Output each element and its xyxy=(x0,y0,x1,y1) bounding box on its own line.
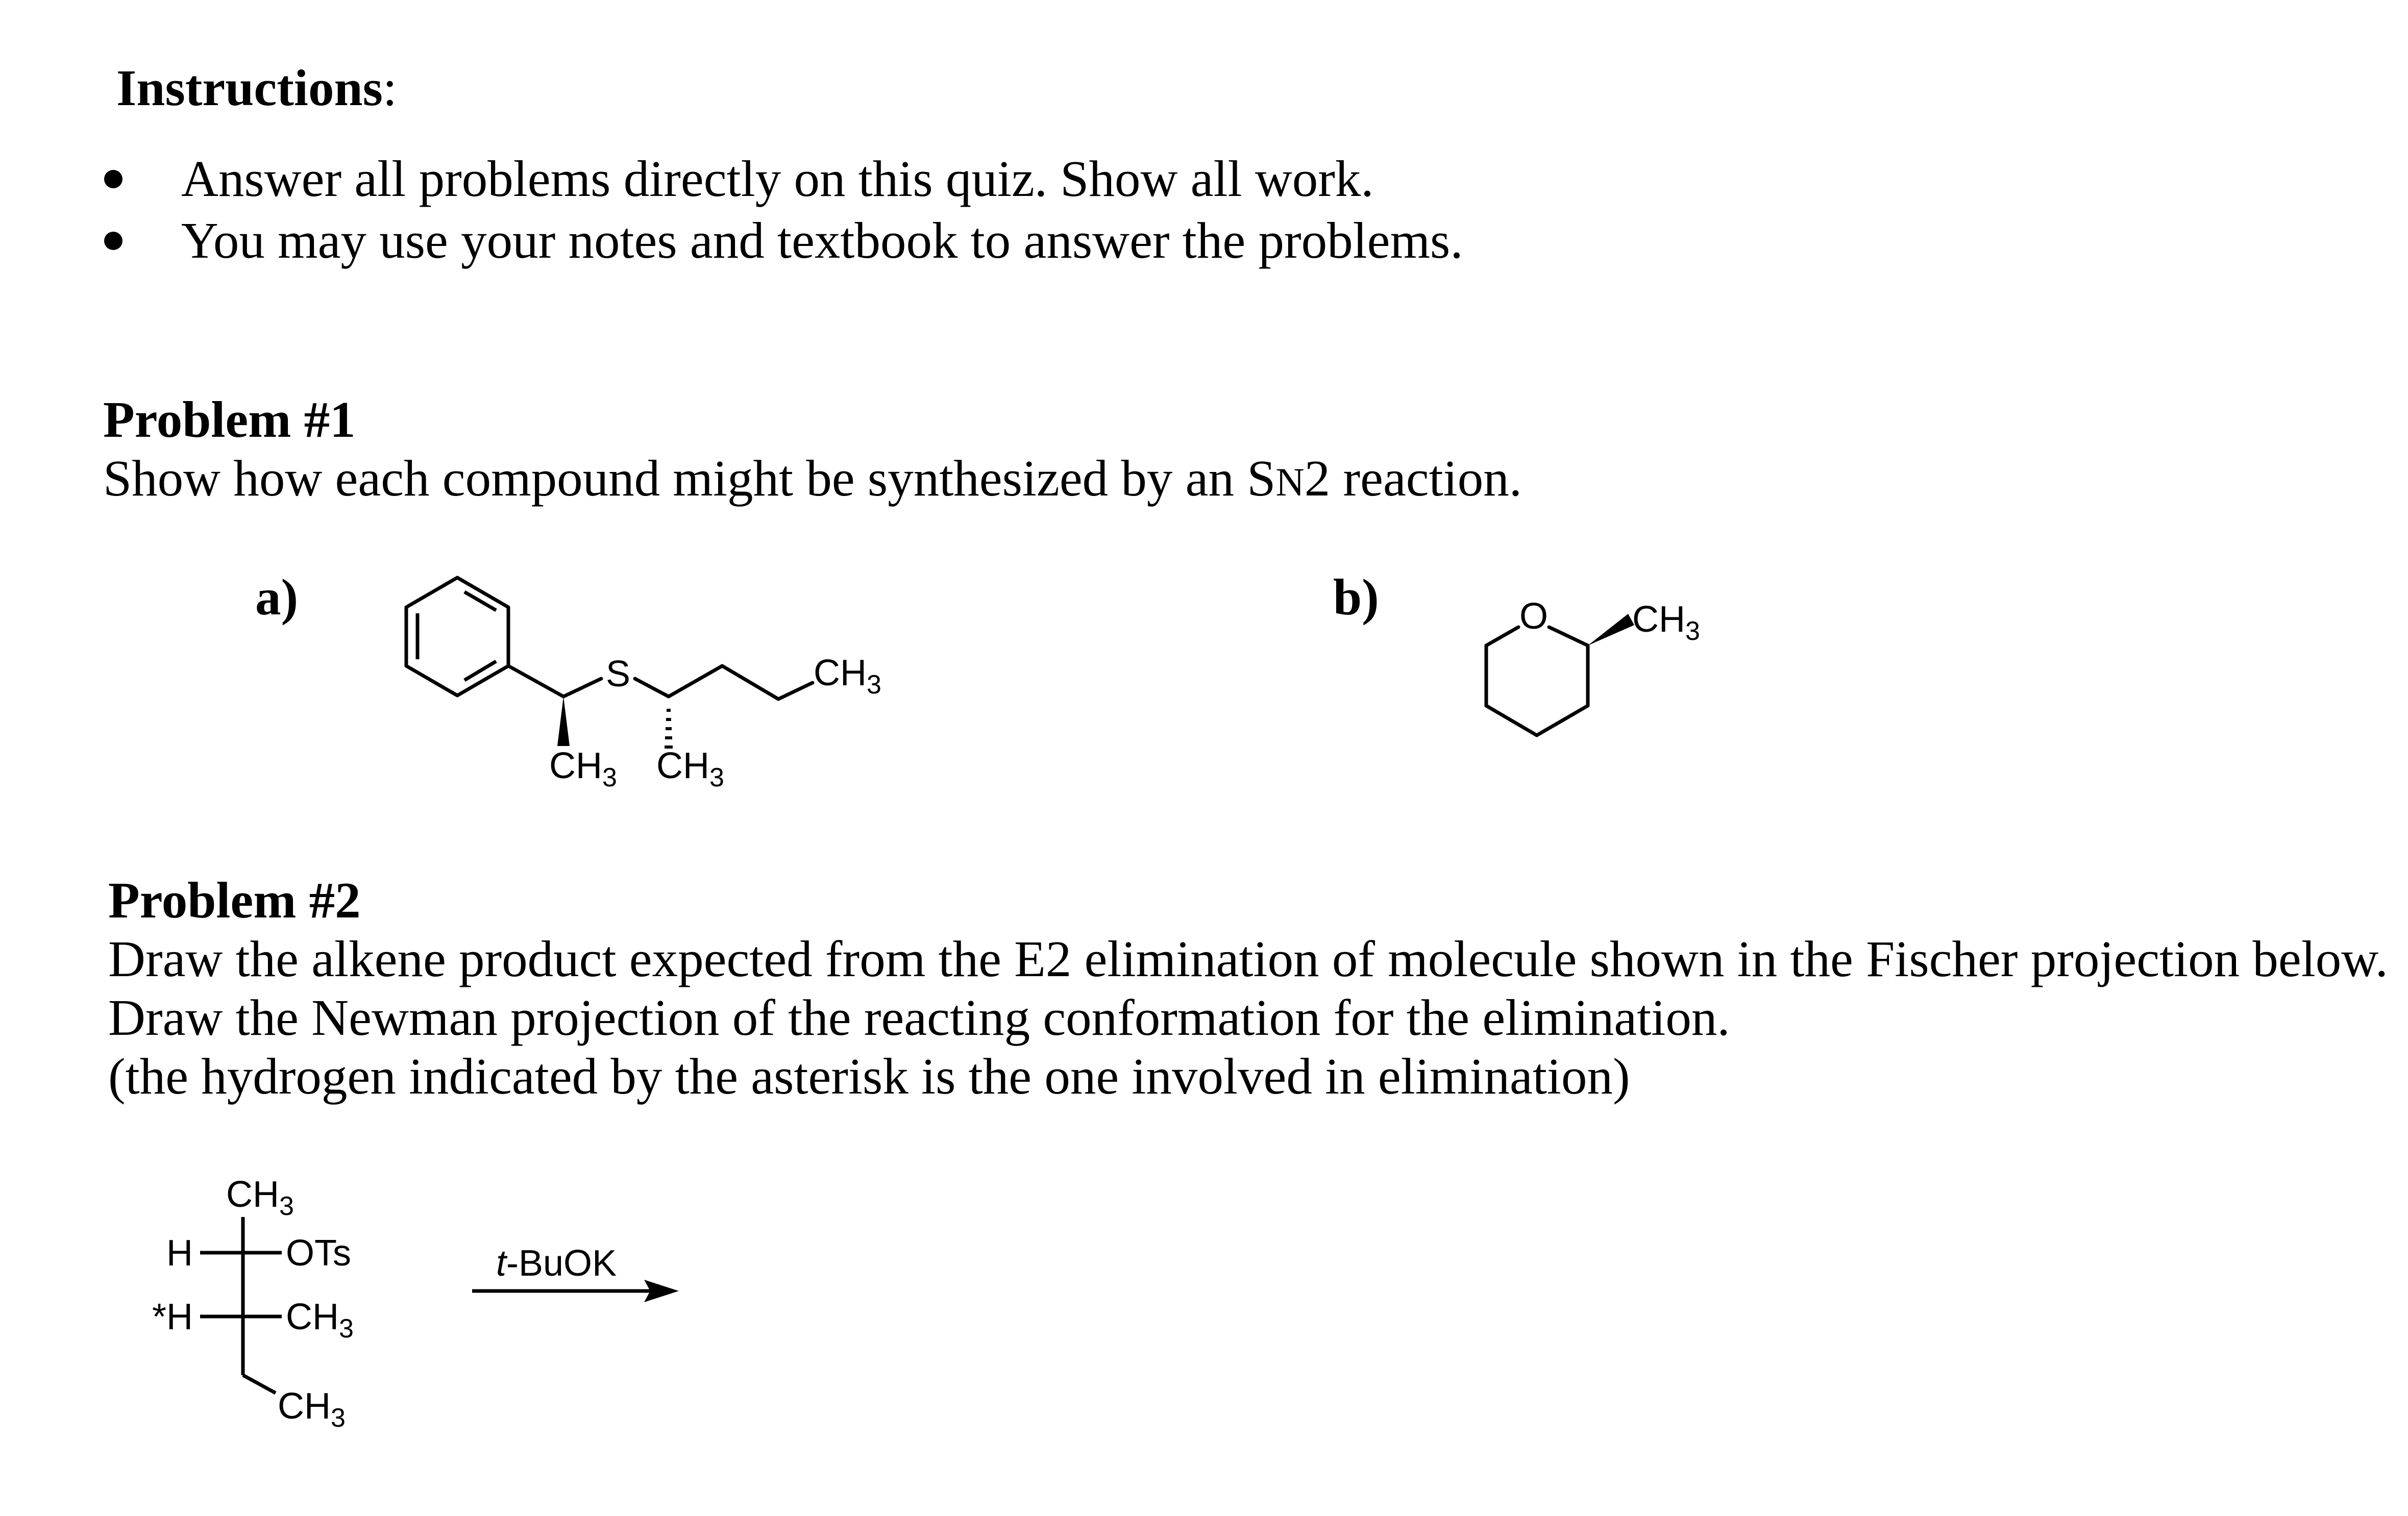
sulfur-atom-label: S xyxy=(605,654,631,694)
methyl-subscript: 3 xyxy=(339,1314,354,1344)
benzene-ring xyxy=(406,578,508,695)
wedge-bond xyxy=(557,697,570,746)
part-a-label: a) xyxy=(255,568,299,626)
problem1-prompt-subscript: N xyxy=(1275,460,1305,504)
methyl-hash xyxy=(656,745,724,792)
problem1-prompt-end: 2 reaction. xyxy=(1304,450,1522,507)
problem2-line: Draw the Newman projection of the reacting conformation for the elimination. xyxy=(108,989,1730,1046)
oxygen-atom-label: O xyxy=(1519,596,1549,637)
methyl-subscript: 3 xyxy=(867,670,881,700)
wedge-bond xyxy=(1588,614,1634,645)
methyl-ch-text: CH xyxy=(656,745,709,786)
part-a-chain-bonds xyxy=(508,666,813,699)
methyl-wedge xyxy=(549,745,617,792)
fischer-row2-right xyxy=(286,1297,354,1344)
problem2-line: Draw the alkene product expected from the E2 elimination of molecule shown in the Fischer projection below. xyxy=(108,930,2388,987)
methyl-ch-text: CH xyxy=(226,1174,279,1215)
reagent-rest: -BuOK xyxy=(506,1243,617,1284)
methyl-subscript: 3 xyxy=(602,763,617,792)
pyran-ring xyxy=(1486,627,1588,735)
problem2-line: (the hydrogen indicated by the asterisk is the one involved in elimination) xyxy=(108,1048,1630,1105)
methyl-ch-text: CH xyxy=(286,1297,339,1337)
instruction-item: Answer all problems directly on this quiz. Show all work. xyxy=(181,150,1374,207)
methyl-ch-text: CH xyxy=(278,1386,331,1427)
fischer-row2-left: *H xyxy=(152,1297,193,1337)
fischer-bottom-methyl xyxy=(278,1386,346,1433)
methyl-chain-end xyxy=(814,653,881,700)
methyl-ch-text: CH xyxy=(549,745,602,786)
fischer-row1-right: OTs xyxy=(286,1233,352,1274)
methyl-subscript: 3 xyxy=(1685,616,1700,646)
fischer-row1-left: H xyxy=(166,1233,193,1274)
instruction-item: You may use your notes and textbook to answer the problems. xyxy=(181,212,1463,269)
problem1-prompt-start: Show how each compound might be synthesized by an S xyxy=(103,450,1276,507)
instructions-heading-text: Instructions xyxy=(116,59,383,116)
fischer-top-methyl xyxy=(226,1174,294,1221)
methyl-ch-text: CH xyxy=(1632,599,1685,640)
fischer-projection-lines xyxy=(200,1217,282,1393)
methyl-ring-substituent xyxy=(1632,599,1700,646)
methyl-ch-text: CH xyxy=(814,653,867,693)
methyl-subscript: 3 xyxy=(279,1191,294,1221)
problem2-heading: Problem #2 xyxy=(108,872,361,929)
methyl-subscript: 3 xyxy=(331,1403,346,1433)
instructions-heading-colon: : xyxy=(382,59,397,116)
reagent-italic-t: t xyxy=(496,1243,507,1284)
problem1-heading: Problem #1 xyxy=(103,391,356,448)
methyl-subscript: 3 xyxy=(709,763,724,792)
reagent-label xyxy=(496,1243,617,1284)
part-b-label: b) xyxy=(1333,568,1379,626)
hash-bond xyxy=(665,710,673,747)
